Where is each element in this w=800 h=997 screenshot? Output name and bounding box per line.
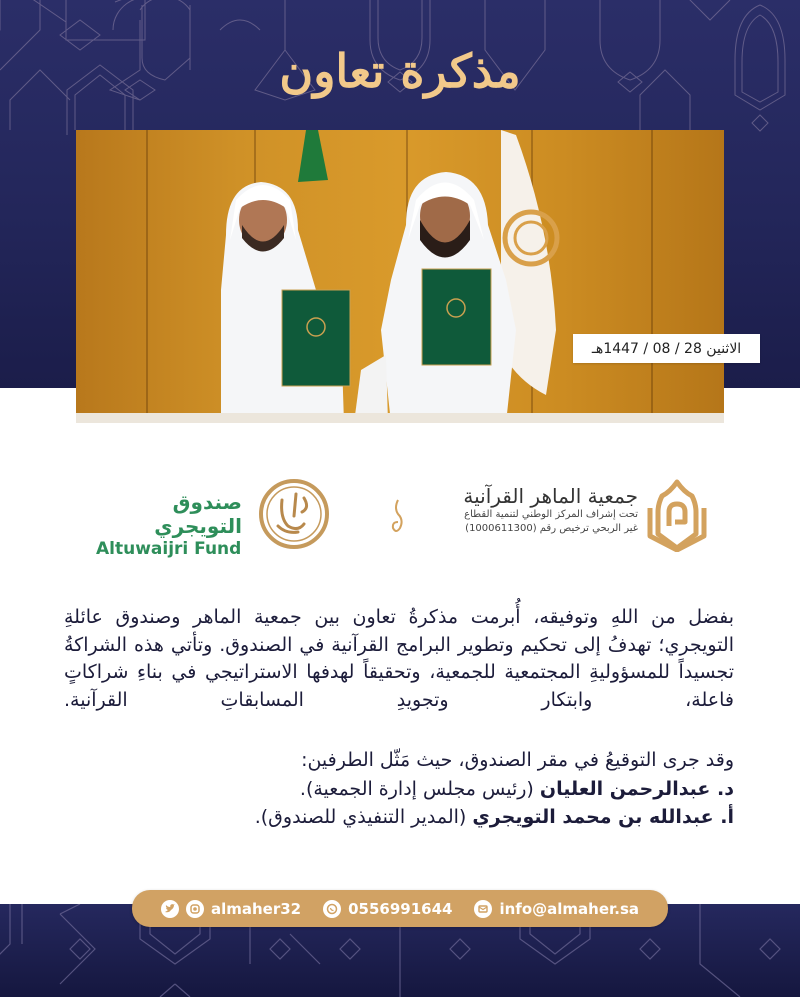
twitter-icon[interactable]: [161, 900, 179, 918]
signatory-2: [64, 803, 734, 832]
signatory-2-role: (المدير التنفيذي للصندوق).: [254, 806, 473, 828]
page-title: مذكرة تعاون: [279, 44, 521, 98]
email-address[interactable]: info@almaher.sa: [499, 899, 640, 918]
saudi-flag: [298, 130, 328, 182]
fund-name-english: Altuwaijri Fund: [96, 539, 242, 559]
signing-intro: وقد جرى التوقيعُ في مقر الصندوق، حيث مَثّل الطرفين:: [301, 749, 734, 771]
date-badge: الاثنين 28 / 08 / 1447هـ: [573, 334, 760, 363]
altuwaijri-fund-logo-icon: [258, 478, 330, 550]
ornament-divider-icon: [388, 496, 408, 536]
signing-details: [64, 746, 734, 832]
maher-logo-icon: [644, 478, 710, 552]
instagram-icon[interactable]: [186, 900, 204, 918]
signatory-1-role: (رئيس مجلس إدارة الجمعية).: [299, 777, 540, 800]
signatory-1: [64, 775, 734, 804]
altuwaijri-fund-text: [92, 490, 242, 560]
announcement-paragraph: بفضل من اللهِ وتوفيقه، أُبرمت مذكرةُ تعاون بين جمعية الماهر وصندوق عائلةِ التويجري؛ تهدفُ إلى تحكيم وتطوير البرامج القرآنية في الصندوق. وتأتي هذه الشراكةُ تجسيداً للمسؤوليةِ المجتمعية للجمعية، وتحقيقاً لهدفها الاستراتيجي في بناءِ شراكاتٍ فاعلة، وابتكار وتجويدِ المسابقاتِ القرآنية.: [64, 606, 734, 711]
email-contact[interactable]: [474, 900, 639, 918]
email-icon[interactable]: [474, 900, 492, 918]
contact-bar: [132, 890, 668, 927]
maher-association-name: جمعية الماهر القرآنية: [463, 484, 638, 508]
signatory-2-name: أ. عبدالله بن محمد التويجري: [472, 806, 734, 828]
maher-association-text: [458, 484, 638, 536]
signatory-1-name: د. عبدالرحمن العليان: [539, 777, 734, 800]
phone-number[interactable]: 0556991644: [348, 899, 453, 918]
fund-name-arabic: صندوق التويجري: [154, 490, 242, 538]
maher-supervision-line: تحت إشراف المركز الوطني لتنمية القطاع: [464, 509, 638, 520]
signing-photo: [76, 130, 724, 423]
social-contact[interactable]: [161, 900, 301, 918]
phone-contact[interactable]: [323, 900, 452, 918]
maher-license-line: غير الربحي ترخيص رقم (1000611300): [465, 523, 638, 534]
whatsapp-icon[interactable]: [323, 900, 341, 918]
social-handle[interactable]: almaher32: [210, 899, 302, 918]
photo-scene: [76, 130, 724, 423]
partner-logos: [0, 470, 800, 560]
